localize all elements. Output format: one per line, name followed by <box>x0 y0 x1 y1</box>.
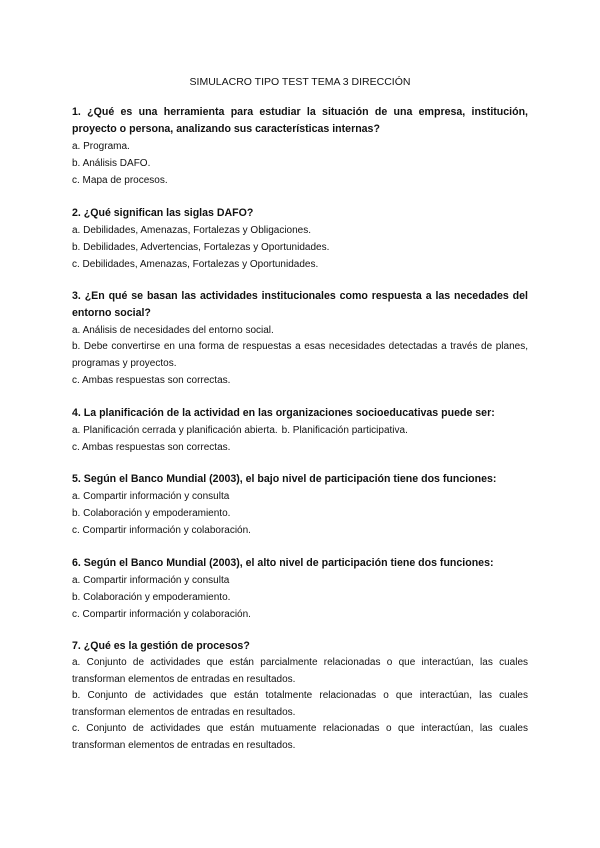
question-7 <box>72 638 528 754</box>
option-b: b. Colaboración y empoderamiento. <box>72 508 231 519</box>
option-c: c. Conjunto de actividades que están mutuamente relacionadas o que interactúan, las cuales transforman elementos de entradas en resultados. <box>72 723 528 751</box>
question-list <box>72 104 528 770</box>
option-c: c. Ambas respuestas son correctas. <box>72 441 231 453</box>
question-1 <box>72 104 528 189</box>
option-a: a. Debilidades, Amenazas, Fortalezas y Obligaciones. <box>72 224 312 236</box>
question-4 <box>72 405 528 456</box>
option-a: a. Análisis de necesidades del entorno social. <box>72 325 274 336</box>
option-b: b. Análisis DAFO. <box>72 158 151 169</box>
option-a: a. Conjunto de actividades que están parcialmente relacionadas o que interactúan, las cuales transforman elementos de entradas en resultados. <box>72 657 528 685</box>
option-a: a. Programa. <box>72 141 130 152</box>
option-b: b. Planificación participativa. <box>281 424 408 436</box>
option-a: a. Compartir información y consulta <box>72 491 230 502</box>
option-c: c. Ambas respuestas son correctas. <box>72 375 231 386</box>
question-text: 1. ¿Qué es una herramienta para estudiar la situación de una empresa, institución, proyecto o persona, analizando sus características internas? <box>72 106 528 135</box>
question-3 <box>72 288 528 389</box>
option-b: b. Conjunto de actividades que están totalmente relacionadas o que interactúan, las cuales transforman elementos de entradas en resultados. <box>72 690 528 718</box>
question-text: 5. Según el Banco Mundial (2003), el bajo nivel de participación tiene dos funciones: <box>72 473 497 485</box>
option-b: b. Debilidades, Advertencias, Fortalezas y Oportunidades. <box>72 241 330 253</box>
option-c: c. Mapa de procesos. <box>72 175 168 186</box>
option-b: b. Debe convertirse en una forma de respuestas a esas necesidades detectadas a través de planes, programas y proyectos. <box>72 341 528 369</box>
option-b: b. Colaboración y empoderamiento. <box>72 591 231 603</box>
option-row-ab <box>72 422 528 439</box>
question-text: 7. ¿Qué es la gestión de procesos? <box>72 640 250 652</box>
option-a: a. Compartir información y consulta <box>72 574 230 586</box>
option-c: c. Debilidades, Amenazas, Fortalezas y Oportunidades. <box>72 258 319 270</box>
question-text: 4. La planificación de la actividad en las organizaciones socioeducativas puede ser: <box>72 406 495 419</box>
page-title: SIMULACRO TIPO TEST TEMA 3 DIRECCIÓN <box>189 76 411 88</box>
question-2 <box>72 205 528 273</box>
question-6 <box>72 555 528 623</box>
question-text: 3. ¿En qué se basan las actividades institucionales como respuesta a las necedades del entorno social? <box>72 290 528 319</box>
question-text: 6. Según el Banco Mundial (2003), el alto nivel de participación tiene dos funciones: <box>72 556 494 569</box>
option-c: c. Compartir información y colaboración. <box>72 525 251 536</box>
question-text: 2. ¿Qué significan las siglas DAFO? <box>72 206 254 219</box>
option-c: c. Compartir información y colaboración. <box>72 608 251 620</box>
option-a: a. Planificación cerrada y planificación abierta. <box>72 424 278 436</box>
question-5 <box>72 471 528 539</box>
